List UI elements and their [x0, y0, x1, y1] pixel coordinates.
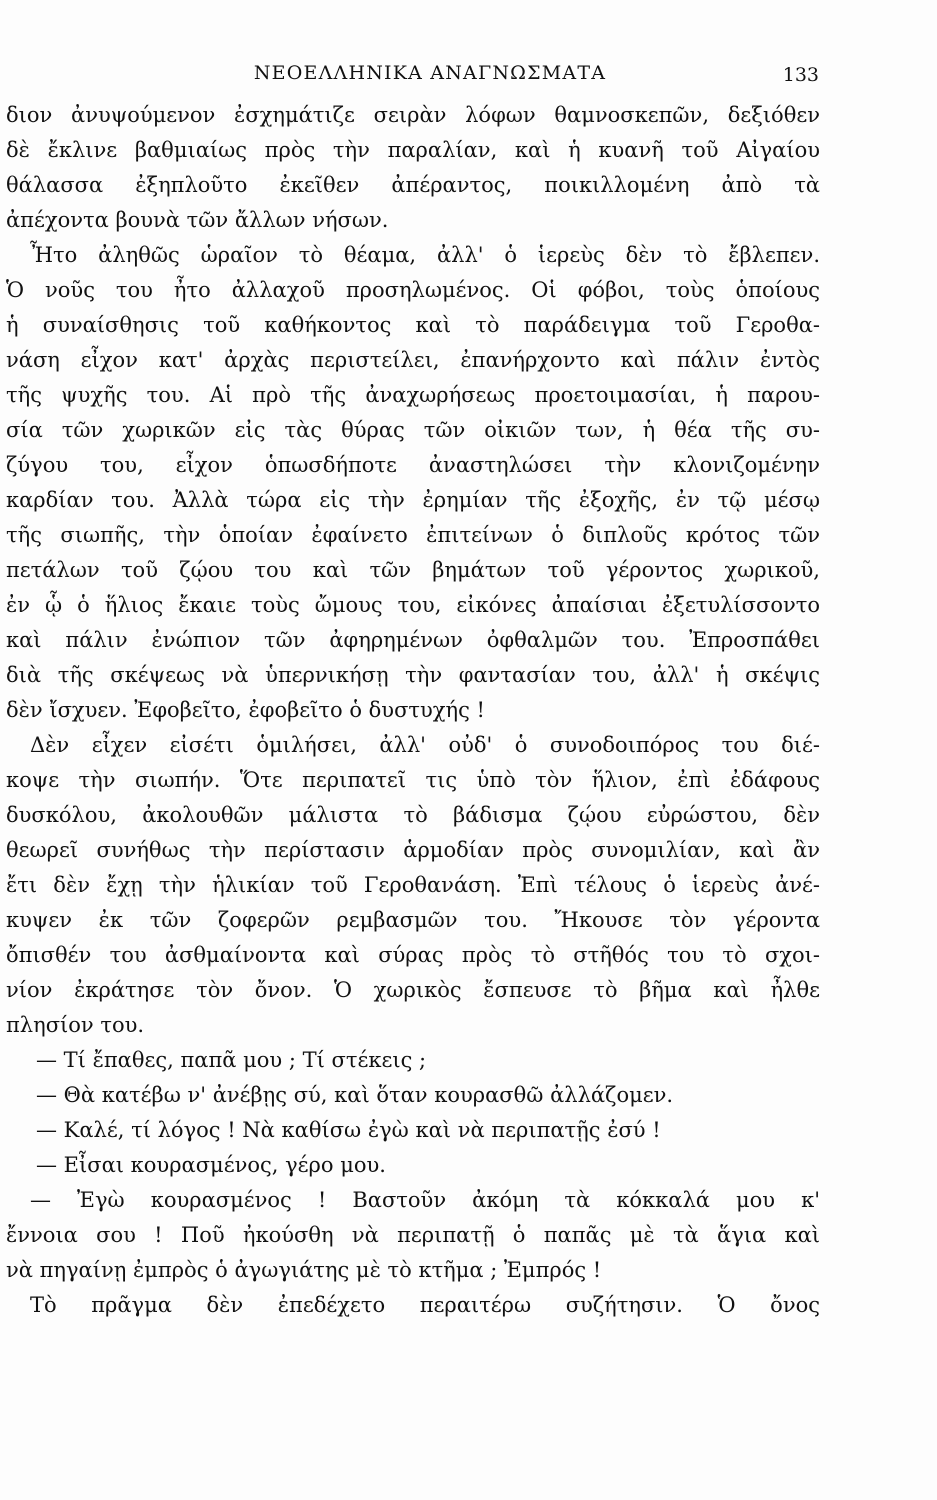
- text-line: δὲ ἔκλινε βαθμιαίως πρὸς τὴν παραλίαν, καὶ ἡ κυανῆ τοῦ Αἰγαίου: [6, 138, 820, 162]
- text-line: Ὁ νοῦς του ἦτο ἀλλαχοῦ προσηλωμένος. Οἱ φόβοι, τοὺς ὁποίους: [6, 278, 820, 302]
- dialog-line: — Καλέ, τί λόγος ! Νὰ καθίσω ἐγὼ καὶ νὰ περιπατῇς ἐσύ !: [36, 1118, 661, 1142]
- text-line: διον ἀνυψούμενον ἐσχημάτιζε σειρὰν λόφων θαμνοσκεπῶν, δεξιόθεν: [6, 103, 820, 127]
- running-title: ΝΕΟΕΛΛΗΝΙΚΑ ΑΝΑΓΝΩΣΜΑΤΑ: [253, 62, 607, 84]
- text-line: καρδίαν του. Ἀλλὰ τώρα εἰς τὴν ἐρημίαν τῆς ἐξοχῆς, ἐν τῷ μέσῳ: [6, 488, 820, 512]
- text-line: νίον ἐκράτησε τὸν ὄνον. Ὁ χωρικὸς ἔσπευσε τὸ βῆμα καὶ ἦλθε: [6, 978, 820, 1002]
- text-line: καὶ πάλιν ἐνώπιον τῶν ἀφηρημένων ὀφθαλμῶν του. Ἐπροσπάθει: [6, 628, 820, 652]
- dialog-line: — Θὰ κατέβω ν' ἀνέβῃς σύ, καὶ ὅταν κουρασθῶ ἀλλάζομεν.: [36, 1083, 674, 1107]
- text-line: θεωρεῖ συνήθως τὴν περίστασιν ἁρμοδίαν πρὸς συνομιλίαν, καὶ ἂν: [6, 838, 820, 862]
- text-line: ἡ συναίσθησις τοῦ καθήκοντος καὶ τὸ παράδειγμα τοῦ Γεροθα-: [6, 313, 820, 337]
- text-line: ἐν ᾧ ὁ ἥλιος ἔκαιε τοὺς ὤμους του, εἰκόνες ἀπαίσιαι ἐξετυλίσσοντο: [6, 593, 820, 617]
- page-header: [0, 60, 937, 90]
- text-line: δὲν ἴσχυεν. Ἐφοβεῖτο, ἐφοβεῖτο ὁ δυστυχής !: [6, 698, 485, 722]
- text-line: τῆς σιωπῆς, τὴν ὁποίαν ἐφαίνετο ἐπιτείνων ὁ διπλοῦς κρότος τῶν: [6, 523, 820, 547]
- text-line: σία τῶν χωρικῶν εἰς τὰς θύρας τῶν οἰκιῶν των, ἡ θέα τῆς συ-: [6, 418, 820, 442]
- dialog-line: — Ἐγὼ κουρασμένος ! Βαστοῦν ἀκόμη τὰ κόκκαλά μου κ': [30, 1188, 820, 1212]
- dialog-line: — Τί ἔπαθες, παπᾶ μου ; Τί στέκεις ;: [36, 1048, 427, 1072]
- text-line: κυψεν ἐκ τῶν ζοφερῶν ρεμβασμῶν του. Ἤκουσε τὸν γέροντα: [6, 908, 820, 932]
- text-line: ζύγου του, εἶχον ὁπωσδήποτε ἀναστηλώσει τὴν κλονιζομένην: [6, 453, 820, 477]
- text-line: διὰ τῆς σκέψεως νὰ ὑπερνικήσῃ τὴν φαντασίαν του, ἀλλ' ἡ σκέψις: [6, 663, 820, 687]
- text-line: νὰ πηγαίνῃ ἐμπρὸς ὁ ἀγωγιάτης μὲ τὸ κτῆμα ; Ἐμπρός !: [6, 1258, 602, 1282]
- text-line: θάλασσα ἐξηπλοῦτο ἐκεῖθεν ἀπέραντος, ποικιλλομένη ἀπὸ τὰ: [6, 173, 820, 197]
- text-line: κοψε τὴν σιωπήν. Ὅτε περιπατεῖ τις ὑπὸ τὸν ἥλιον, ἐπὶ ἐδάφους: [6, 768, 820, 792]
- page-number: 133: [782, 64, 819, 86]
- text-line: Δὲν εἶχεν εἰσέτι ὁμιλήσει, ἀλλ' οὐδ' ὁ συνοδοιπόρος του διέ-: [30, 733, 820, 757]
- text-line: Τὸ πρᾶγμα δὲν ἐπεδέχετο περαιτέρω συζήτησιν. Ὁ ὄνος: [30, 1293, 820, 1317]
- text-line: ἔτι δὲν ἔχῃ τὴν ἡλικίαν τοῦ Γεροθανάση. Ἐπὶ τέλους ὁ ἱερεὺς ἀνέ-: [6, 873, 820, 897]
- text-line: πλησίον του.: [6, 1013, 145, 1037]
- text-line: ὄπισθέν του ἀσθμαίνοντα καὶ σύρας πρὸς τὸ στῆθός του τὸ σχοι-: [6, 943, 820, 967]
- text-line: ἀπέχοντα βουνὰ τῶν ἄλλων νήσων.: [6, 208, 389, 232]
- text-line: Ἦτο ἀληθῶς ὡραῖον τὸ θέαμα, ἀλλ' ὁ ἱερεὺς δὲν τὸ ἔβλεπεν.: [30, 243, 820, 267]
- text-line: δυσκόλου, ἀκολουθῶν μάλιστα τὸ βάδισμα ζῴου εὐρώστου, δὲν: [6, 803, 820, 827]
- body-text: [0, 98, 820, 1323]
- text-line: τῆς ψυχῆς του. Αἱ πρὸ τῆς ἀναχωρήσεως προετοιμασίαι, ἡ παρου-: [6, 383, 820, 407]
- dialog-line: — Εἶσαι κουρασμένος, γέρο μου.: [36, 1153, 386, 1177]
- text-line: ἔννοια σου ! Ποῦ ἠκούσθη νὰ περιπατῇ ὁ παπᾶς μὲ τὰ ἅγια καὶ: [6, 1223, 820, 1247]
- text-line: νάση εἶχον κατ' ἀρχὰς περιστείλει, ἐπανήρχοντο καὶ πάλιν ἐντὸς: [6, 348, 820, 372]
- text-line: πετάλων τοῦ ζῴου του καὶ τῶν βημάτων τοῦ γέροντος χωρικοῦ,: [6, 558, 820, 582]
